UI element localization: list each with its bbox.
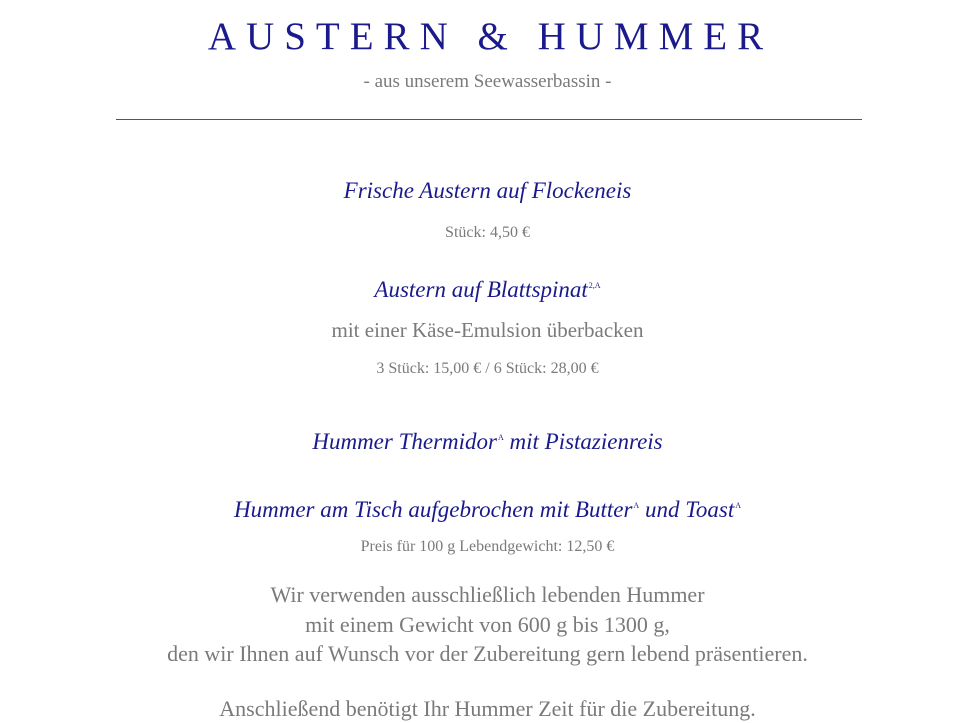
dish-description: mit einer Käse-Emulsion überbacken bbox=[331, 318, 644, 342]
menu-title: AUSTERN & HUMMER bbox=[207, 15, 774, 58]
dish-name-text: und Toast bbox=[639, 497, 735, 522]
allergen-marker: A bbox=[497, 433, 504, 442]
dish-price: Stück: 4,50 € bbox=[445, 224, 530, 241]
allergen-marker: A bbox=[633, 501, 640, 510]
dish-price: Preis für 100 g Lebendgewicht: 12,50 € bbox=[360, 538, 615, 555]
dish-price: 3 Stück: 15,00 € / 6 Stück: 28,00 € bbox=[376, 360, 599, 377]
allergen-marker: A bbox=[735, 501, 741, 510]
dish-name-text: mit Pistazienreis bbox=[503, 429, 663, 454]
allergen-marker: 2,A bbox=[588, 281, 601, 290]
dish-name bbox=[0, 491, 975, 525]
note-line: den wir Ihnen auf Wunsch vor der Zubereitung gern lebend präsentieren. bbox=[167, 641, 808, 666]
divider-line bbox=[116, 119, 862, 120]
dish-name bbox=[0, 176, 975, 206]
dish-name-text: Hummer Thermidor bbox=[312, 429, 497, 454]
note-line: mit einem Gewicht von 600 g bis 1300 g, bbox=[305, 612, 670, 637]
note-line: Anschließend benötigt Ihr Hummer Zeit für die Zubereitung. bbox=[219, 696, 756, 721]
dish-name-text: Hummer am Tisch aufgebrochen mit Butter bbox=[233, 497, 633, 522]
note-line: Wir verwenden ausschließlich lebenden Hummer bbox=[270, 582, 705, 607]
dish-name-text: Frische Austern auf Flockeneis bbox=[343, 178, 632, 203]
menu-subtitle: - aus unserem Seewasserbassin - bbox=[363, 71, 612, 92]
dish-name-text: Austern auf Blattspinat bbox=[374, 277, 588, 302]
dish-name bbox=[0, 423, 975, 457]
dish-name bbox=[0, 271, 975, 305]
